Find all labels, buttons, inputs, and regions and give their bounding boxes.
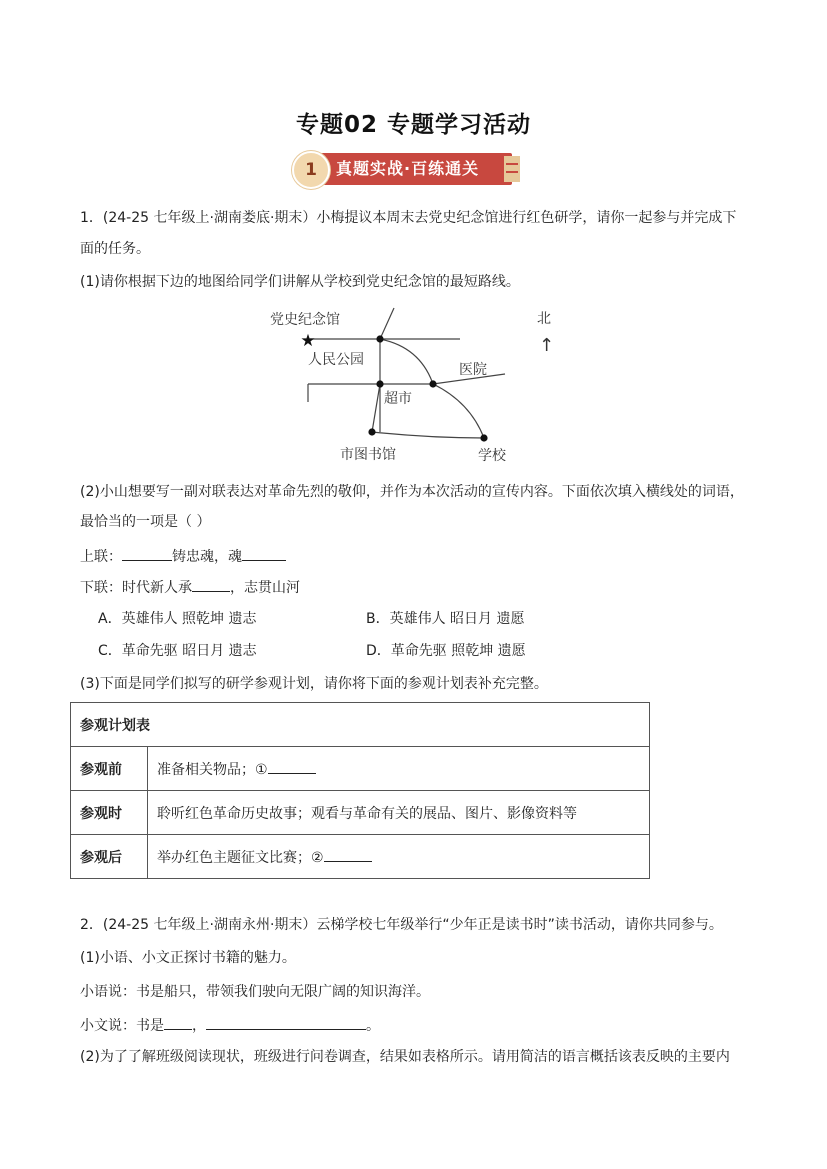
q2-xiaoyu: 小语说：书是船只，带领我们驶向无限广阔的知识海洋。 <box>80 984 430 1000</box>
map-node-library <box>368 428 375 435</box>
couplet-upper <box>80 546 286 567</box>
option-d[interactable]: D．革命先驱 照乾坤 遗愿 <box>366 643 526 659</box>
couplet-lower-prefix: 下联：时代新人承 <box>80 580 192 596</box>
map-label-library: 市图书馆 <box>340 447 396 463</box>
xiaowen-blank-2[interactable] <box>206 1015 366 1030</box>
map-road-south <box>372 432 484 438</box>
table-header: 参观计划表 <box>71 703 650 747</box>
couplet-blank-3[interactable] <box>192 577 230 592</box>
table-row <box>71 747 650 791</box>
q1-sub2-line2: 最恰当的一项是（ ） <box>80 514 211 530</box>
q2-sub1: (1)小语、小文正探讨书籍的魅力。 <box>80 950 296 966</box>
map-label-memorial: 党史纪念馆 <box>270 312 340 328</box>
page-title: 专题02 专题学习活动 <box>295 112 531 138</box>
map-node-hospital <box>429 380 436 387</box>
option-b[interactable]: B．英雄伟人 昭日月 遗愿 <box>366 611 525 627</box>
q1-sub3: (3)下面是同学们拟写的研学参观计划，请你将下面的参观计划表补充完整。 <box>80 676 548 692</box>
map-road-northeast <box>380 308 394 339</box>
banner-number-badge: 1 <box>292 151 330 189</box>
map-label-school: 学校 <box>478 448 506 464</box>
couplet-lower <box>80 577 300 598</box>
map-label-park: 人民公园 <box>308 352 364 368</box>
row-content-before-text: 准备相关物品；① <box>157 761 268 778</box>
map-arc-road-upper <box>380 339 433 384</box>
table-row <box>71 835 650 879</box>
q1-line1: 1．(24-25 七年级上·湖南娄底·期末）小梅提议本周末去党史纪念馆进行红色研学，请你一起参与并完成下 <box>80 210 737 226</box>
option-a[interactable]: A．英雄伟人 照乾坤 遗志 <box>98 611 257 627</box>
table-blank-2[interactable] <box>324 847 372 862</box>
row-content-during: 聆听红色革命历史故事；观看与革命有关的展品、图片、影像资料等 <box>148 791 650 835</box>
option-c[interactable]: C．革命先驱 昭日月 遗志 <box>98 643 257 659</box>
q2-xiaowen <box>80 1015 380 1036</box>
row-label-during: 参观时 <box>71 791 148 835</box>
q1-sub2-line1: (2)小山想要写一副对联表达对革命先烈的敬仰，并作为本次活动的宣传内容。下面依次填入横线处的词语， <box>80 484 744 500</box>
map-arc-road-lower <box>433 384 484 438</box>
map-label-north: 北 <box>537 311 551 327</box>
banner-text: 真题实战·百练通关 <box>336 159 480 178</box>
table-blank-1[interactable] <box>268 759 316 774</box>
visit-plan-table <box>70 702 650 879</box>
xiaowen-blank-1[interactable] <box>164 1015 192 1030</box>
north-arrow-icon: ↑ <box>539 335 555 356</box>
couplet-blank-1[interactable] <box>122 546 172 561</box>
route-map <box>260 302 580 472</box>
map-label-supermarket: 超市 <box>384 391 412 407</box>
table-header-row <box>71 703 650 747</box>
row-content-before <box>148 747 650 791</box>
map-node-school <box>480 434 487 441</box>
section-banner <box>292 150 532 188</box>
row-label-after: 参观后 <box>71 835 148 879</box>
row-content-after-text: 举办红色主题征文比赛；② <box>157 849 324 866</box>
row-label-before: 参观前 <box>71 747 148 791</box>
row-content-after <box>148 835 650 879</box>
couplet-upper-prefix: 上联： <box>80 549 122 565</box>
q2-xiaowen-comma: ， <box>192 1018 206 1034</box>
q2-xiaowen-prefix: 小文说：书是 <box>80 1018 164 1034</box>
couplet-lower-suffix: ，志贯山河 <box>230 580 300 596</box>
q1-line2: 面的任务。 <box>80 241 150 257</box>
q2-line1: 2．(24-25 七年级上·湖南永州·期末）云梯学校七年级举行“少年正是读书时”读书活动，请你共同参与。 <box>80 917 723 933</box>
q2-xiaowen-end: 。 <box>366 1018 380 1034</box>
map-road-to-library <box>372 384 380 432</box>
couplet-blank-2[interactable] <box>242 546 286 561</box>
map-node-supermarket <box>376 380 383 387</box>
map-label-hospital: 医院 <box>459 362 487 378</box>
q2-sub2: (2)为了了解班级阅读现状，班级进行问卷调查，结果如表格所示。请用简洁的语言概括该表反映的主要内 <box>80 1049 730 1065</box>
couplet-upper-middle: 铸忠魂，魂 <box>172 549 242 565</box>
table-row <box>71 791 650 835</box>
map-star-icon: ★ <box>300 331 316 351</box>
map-node-park <box>376 335 383 342</box>
banner-bar-end <box>504 156 520 182</box>
q1-sub1: (1)请你根据下边的地图给同学们讲解从学校到党史纪念馆的最短路线。 <box>80 274 520 290</box>
